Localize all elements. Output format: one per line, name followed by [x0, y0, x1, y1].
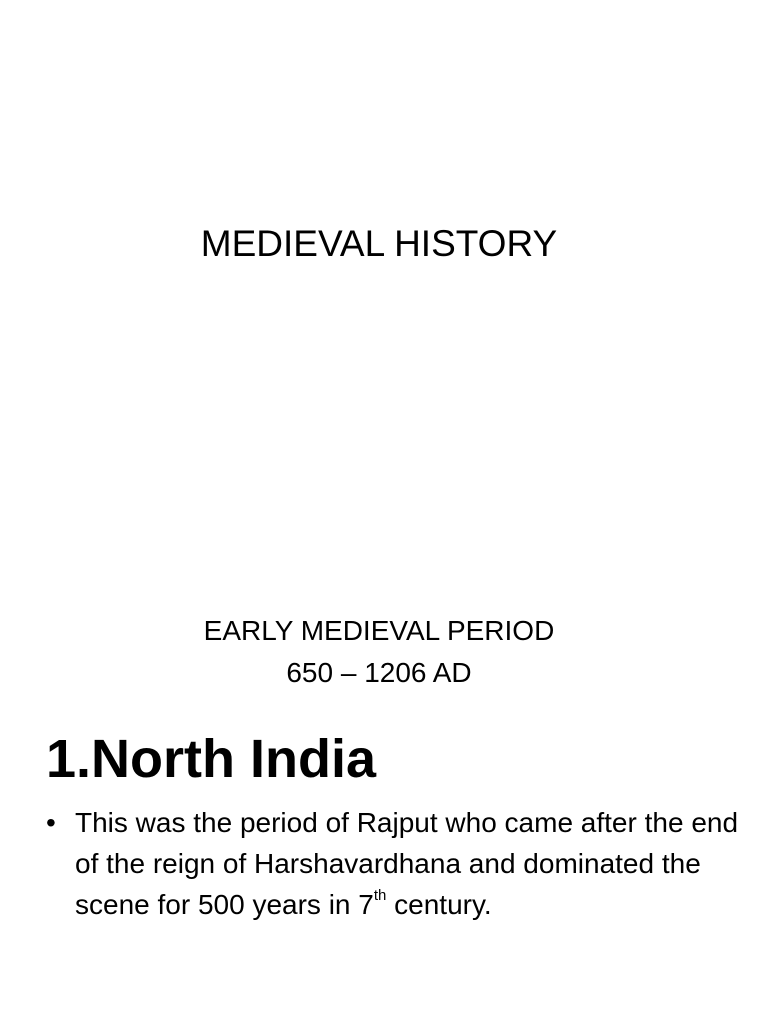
period-dates: 650 – 1206 AD [286, 657, 472, 688]
bullet-list [46, 802, 746, 925]
bullet-item [46, 802, 746, 925]
bullet-superscript: th [373, 887, 387, 904]
bullet-marker: • [46, 807, 56, 838]
period-subtitle [0, 610, 758, 694]
section-heading: 1.North India [46, 729, 377, 789]
bullet-text-end: century. [386, 889, 492, 920]
bullet-text: This was the period of Rajput who came after the end of the reign of Harshavardhana and dominated the scene for 500 years in 7 [75, 807, 739, 920]
slide-title: MEDIEVAL HISTORY [200, 223, 558, 264]
period-name: EARLY MEDIEVAL PERIOD [203, 615, 555, 646]
